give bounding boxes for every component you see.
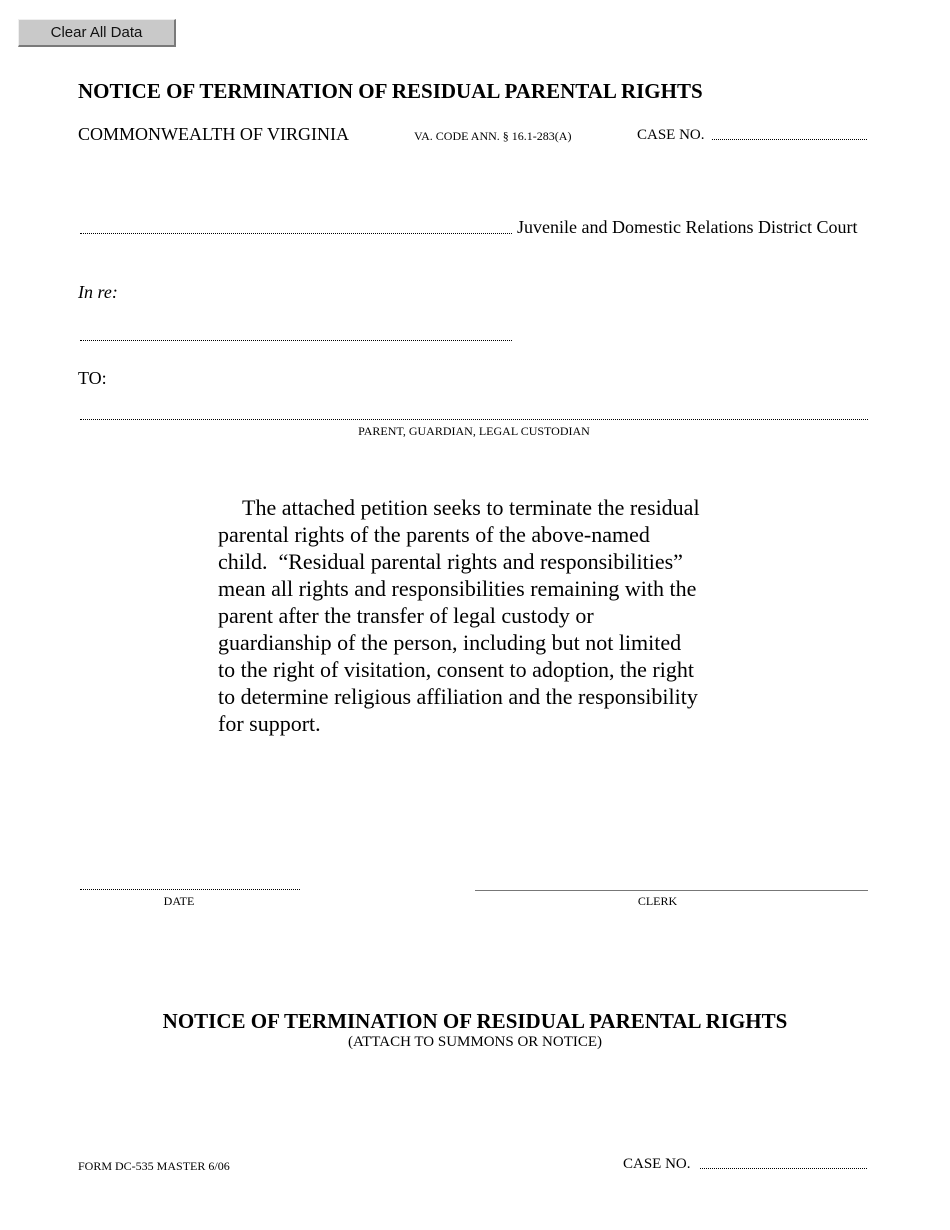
court-name-field[interactable]: [80, 233, 512, 234]
in-re-label: In re:: [78, 282, 118, 302]
commonwealth-label: COMMONWEALTH OF VIRGINIA: [78, 124, 350, 144]
date-field[interactable]: [80, 889, 300, 890]
clerk-signature-line[interactable]: [475, 890, 868, 891]
body-line: parent after the transfer of legal custody or: [218, 603, 594, 628]
body-line: to determine religious affiliation and the responsibility: [218, 684, 698, 709]
case-no-field[interactable]: [712, 139, 867, 140]
case-no-label: CASE NO.: [637, 127, 705, 143]
code-reference: VA. CODE ANN. § 16.1-283(A): [414, 129, 572, 143]
to-caption: PARENT, GUARDIAN, LEGAL CUSTODIAN: [358, 424, 590, 438]
footer-subtitle: (ATTACH TO SUMMONS OR NOTICE): [347, 1034, 603, 1050]
footer-case-no-field[interactable]: [700, 1168, 867, 1169]
footer-case-no-label: CASE NO.: [623, 1156, 691, 1172]
body-line: guardianship of the person, including but not limited: [218, 630, 682, 655]
in-re-field[interactable]: [80, 340, 512, 341]
court-label: Juvenile and Domestic Relations District Court: [517, 217, 858, 237]
date-label: DATE: [163, 894, 195, 908]
footer-title: NOTICE OF TERMINATION OF RESIDUAL PARENTAL RIGHTS: [162, 1009, 788, 1033]
body-line: child. “Residual parental rights and responsibilities”: [218, 549, 683, 574]
notice-body: [218, 494, 738, 737]
to-field[interactable]: [80, 419, 868, 420]
body-line: The attached petition seeks to terminate the residual: [242, 495, 700, 520]
clear-all-data-button[interactable]: Clear All Data: [18, 19, 176, 47]
body-line: parental rights of the parents of the above-named: [218, 522, 650, 547]
clerk-label: CLERK: [637, 894, 678, 908]
form-title: NOTICE OF TERMINATION OF RESIDUAL PARENTAL RIGHTS: [78, 79, 703, 103]
body-line: mean all rights and responsibilities remaining with the: [218, 576, 697, 601]
body-line: for support.: [218, 711, 321, 736]
form-id: FORM DC-535 MASTER 6/06: [78, 1159, 230, 1173]
body-line: to the right of visitation, consent to adoption, the right: [218, 657, 694, 682]
to-label: TO:: [78, 368, 107, 388]
